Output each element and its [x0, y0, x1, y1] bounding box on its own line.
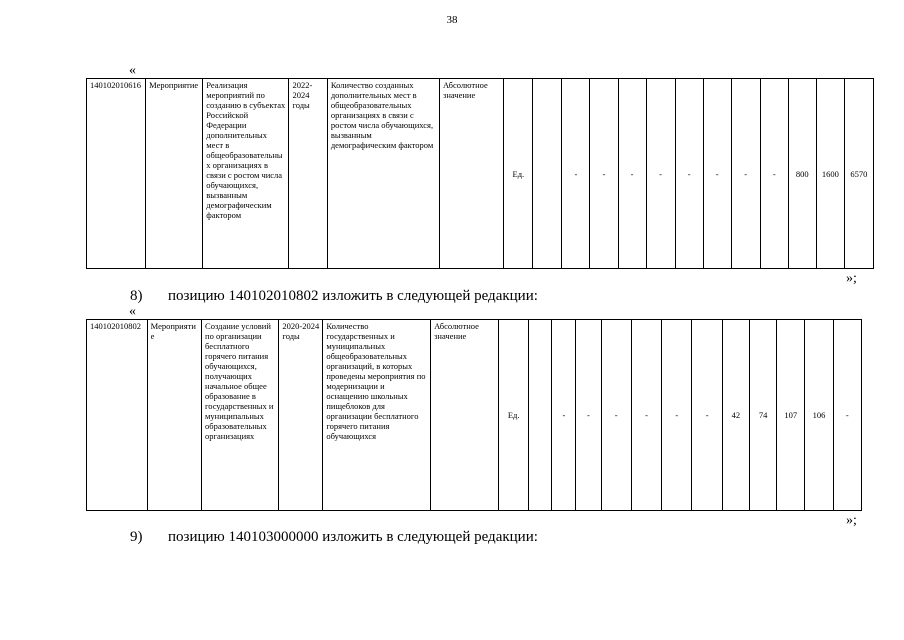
cell-name: Реализация мероприятий по созданию в субъектах Российской Федерации дополнительных мест в общеобразовательных организациях в связи с ростом числа обучающихся, вызванным демографическим фактором [203, 79, 289, 269]
paragraph-8-text: позицию 140102010802 изложить в следующей редакции: [168, 288, 538, 304]
cell-value [529, 320, 552, 511]
cell-unit: Ед. [499, 320, 529, 511]
cell-indicator: Количество государственных и муниципальных общеобразовательных организаций, в которых проведены мероприятия по модернизации и оснащению школьных пищеблоков для организации бесплатного горячего питания обучающихся [323, 320, 431, 511]
close-quote-2: »; [846, 513, 857, 528]
cell-value: - [675, 79, 703, 269]
page-number: 38 [446, 14, 458, 26]
cell-value: - [576, 320, 601, 511]
cell-type: Мероприятие [146, 79, 203, 269]
cell-period: 2020-2024 годы [279, 320, 323, 511]
cell-value: 74 [750, 320, 777, 511]
cell-value-type: Абсолютное значение [439, 79, 503, 269]
position-table-1 [86, 78, 874, 269]
paragraph-9 [130, 528, 538, 546]
cell-name: Создание условий по организации бесплатного горячего питания обучающихся, получающих начальное общее образование в государственных и муниципальных образовательных организациях [202, 320, 279, 511]
cell-value: - [590, 79, 618, 269]
cell-value-type: Абсолютное значение [431, 320, 499, 511]
cell-value: - [760, 79, 788, 269]
cell-type: Мероприятие [147, 320, 201, 511]
cell-value: 42 [722, 320, 749, 511]
cell-value: 800 [788, 79, 816, 269]
cell-value: - [646, 79, 675, 269]
paragraph-9-number: 9) [130, 529, 143, 545]
cell-unit: Ед. [504, 79, 533, 269]
cell-value: 6570 [844, 79, 873, 269]
paragraph-8-number: 8) [130, 288, 143, 304]
cell-value: 106 [805, 320, 833, 511]
cell-period: 2022-2024 годы [289, 79, 327, 269]
cell-value: - [731, 79, 760, 269]
open-quote-2: « [129, 304, 136, 319]
cell-value: - [703, 79, 731, 269]
open-quote-1: « [129, 63, 136, 78]
cell-value: - [618, 79, 646, 269]
cell-value: - [662, 320, 692, 511]
cell-value: - [552, 320, 576, 511]
position-table-2 [86, 319, 862, 511]
cell-code: 140102010802 [87, 320, 148, 511]
cell-value: - [833, 320, 861, 511]
close-quote-1: »; [846, 271, 857, 286]
cell-value: - [601, 320, 631, 511]
cell-code: 140102010616 [87, 79, 146, 269]
cell-indicator: Количество созданных дополнительных мест в общеобразовательных организациях в связи с ростом числа обучающихся, вызванным демографическим фактором [327, 79, 439, 269]
cell-value: - [562, 79, 590, 269]
cell-value: 107 [777, 320, 805, 511]
cell-value: 1600 [816, 79, 844, 269]
cell-value: - [631, 320, 661, 511]
cell-value [533, 79, 562, 269]
paragraph-8 [130, 287, 538, 305]
paragraph-9-text: позицию 140103000000 изложить в следующей редакции: [168, 529, 538, 545]
cell-value: - [692, 320, 722, 511]
